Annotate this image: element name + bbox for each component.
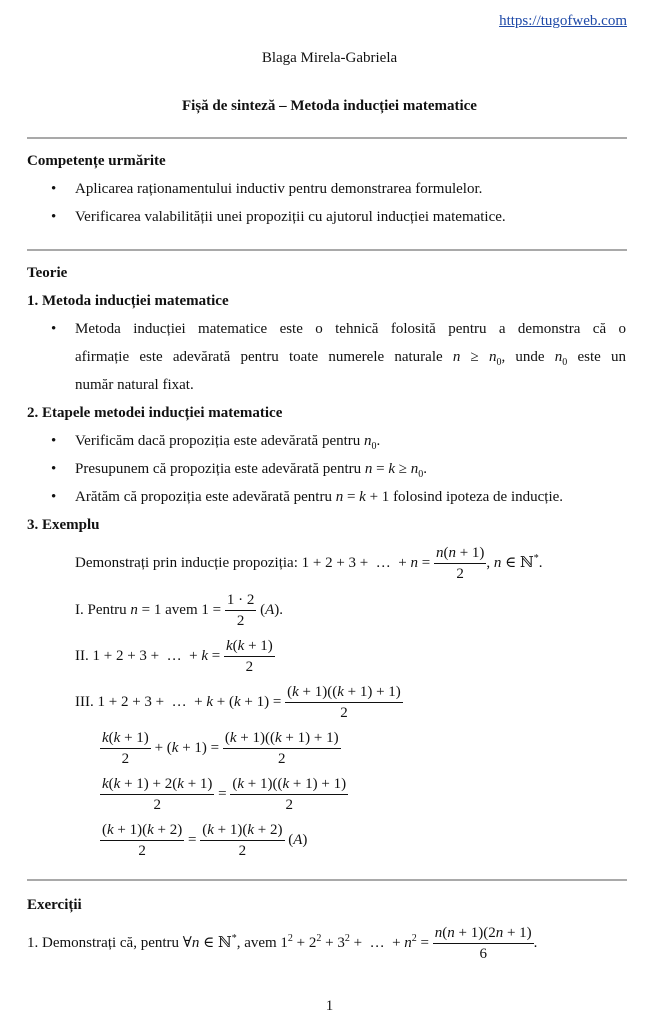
- example-step-3: III. 1 + 2 + 3 + … + k + (k + 1) = $\frac{(k + 1)((k + 1) + 1)}{2}$: [75, 684, 401, 721]
- divider: [27, 137, 627, 139]
- bullet-icon: •: [51, 321, 57, 337]
- theory-line: Metoda inducției matematice este o tehnică folosită pentru a demonstra că o: [75, 321, 626, 337]
- competenta-item: Verificarea valabilității unei propoziții cu ajutorul inducției matematice.: [75, 209, 506, 225]
- exercise-1: 1. Demonstrați că, pentru ∀n ∈ ℕ*, avem $1^2 + 2^2 + 3^2$ + … + $n^2$ = $\frac{n(n + 1)(2n + 1)}{6}$ .: [27, 925, 538, 962]
- section-heading: 1. Metoda inducției matematice: [27, 293, 229, 309]
- competenta-item: Aplicarea raționamentului inductiv pentru demonstrarea formulelor.: [75, 181, 483, 197]
- bullet-icon: •: [51, 433, 57, 449]
- page-title: Fișă de sinteză – Metoda inducției matematice: [182, 98, 477, 114]
- example-step-2: II. 1 + 2 + 3 + … + k = $\frac{k(k + 1)}{2}$: [75, 638, 273, 675]
- section-heading: 2. Etapele metodei inducției matematice: [27, 405, 283, 421]
- theory-line: număr natural fixat.: [75, 377, 194, 393]
- author-name: Blaga Mirela-Gabriela: [261, 50, 398, 66]
- source-link[interactable]: https://tugofweb.com: [499, 13, 627, 29]
- step-item: Arătăm că propoziția este adevărată pentru n = k + 1 folosind ipoteza de inducție.: [75, 489, 564, 505]
- step-item: Presupunem că propoziția este adevărată pentru $n = k \ge n_0$.: [75, 461, 428, 480]
- theory-line: afirmație este adevărată pentru toate numerele naturale $n \ge n_0$, unde $n_0$ este un: [75, 349, 627, 368]
- exercitii-heading: Exerciții: [27, 897, 82, 913]
- bullet-icon: •: [51, 209, 57, 225]
- derivation-line: $\frac{(k + 1)(k + 2)}{2}$ = $\frac{(k + 1)(k + 2)}{2}$ (A): [102, 822, 308, 859]
- bullet-icon: •: [51, 489, 57, 505]
- competente-heading: Competențe urmărite: [27, 153, 166, 169]
- page-number: 1: [325, 998, 334, 1014]
- example-statement: Demonstrați prin inducție propoziția: 1 + 2 + 3 + … + n = $\frac{n(n + 1)}{2}$ , n ∈ ℕ*.: [75, 545, 543, 582]
- bullet-icon: •: [51, 181, 57, 197]
- example-step-1: I. Pentru n = 1 avem 1 = $\frac{1 \cdot 2}{2}$ (A).: [75, 592, 284, 629]
- bullet-icon: •: [51, 461, 57, 477]
- section-heading: 3. Exemplu: [27, 517, 100, 533]
- divider: [27, 879, 627, 881]
- teorie-heading: Teorie: [27, 265, 68, 281]
- step-item: Verificăm dacă propoziția este adevărată pentru $n_0$.: [75, 433, 381, 452]
- derivation-line: $\frac{k(k + 1) + 2(k + 1)}{2}$ = $\frac{(k + 1)((k + 1) + 1)}{2}$: [102, 776, 347, 813]
- divider: [27, 249, 627, 251]
- derivation-line: $\frac{k(k + 1)}{2}$ + (k + 1) = $\frac{(k + 1)((k + 1) + 1)}{2}$: [102, 730, 339, 767]
